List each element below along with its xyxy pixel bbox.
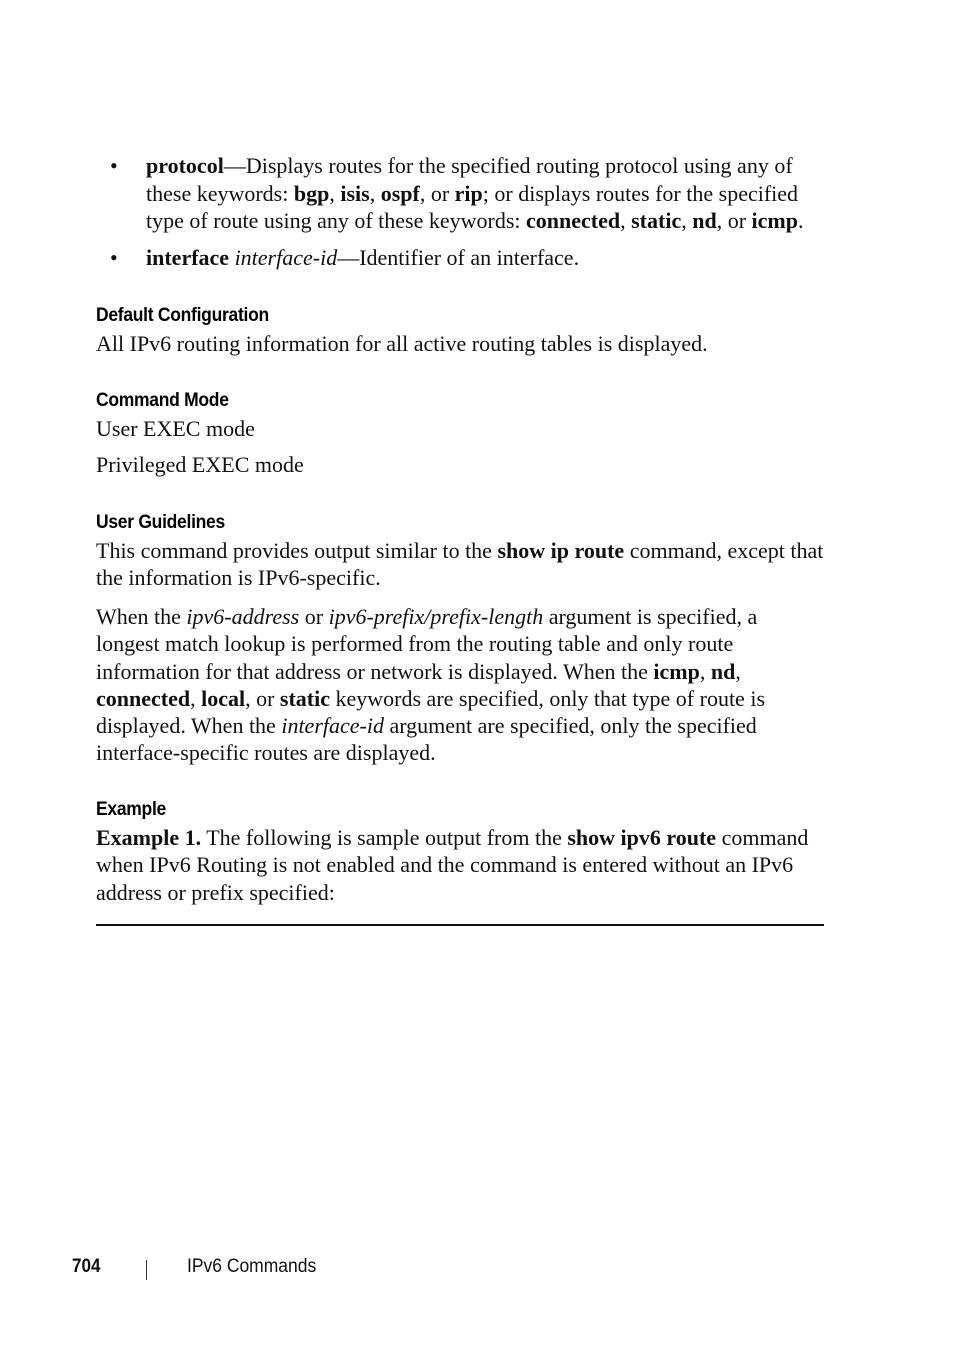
text: command when IPv6 Routing is not enabled and the command is entered without an IPv6 address or prefix specified: — [96, 825, 809, 905]
keyword: bgp — [293, 180, 330, 206]
section-heading-user-guidelines: User Guidelines — [96, 512, 225, 533]
horizontal-rule — [96, 924, 824, 926]
text: , — [369, 180, 381, 206]
text: , or — [245, 685, 280, 711]
text: —Displays routes for the specified routing protocol using any of these keywords: — [146, 153, 793, 206]
user-guidelines-paragraph — [96, 537, 826, 592]
text: The following is sample output from the — [201, 825, 568, 850]
text: , — [190, 685, 202, 711]
text: , — [699, 658, 711, 684]
argument: ipv6-prefix/prefix-length — [328, 604, 544, 629]
text: —Identifier of an interface. — [337, 244, 580, 270]
argument: interface-id — [234, 244, 338, 270]
footer-section-title: IPv6 Commands — [187, 1256, 317, 1277]
keyword: rip — [454, 180, 483, 206]
list-item-interface — [96, 244, 824, 272]
list-item-protocol — [96, 152, 824, 235]
section-heading-example: Example — [96, 799, 166, 820]
text: , — [681, 208, 693, 233]
keyword: interface — [146, 244, 230, 270]
text: keywords are specified, only that type of route is displayed. When the — [96, 685, 765, 739]
text: , — [620, 208, 632, 233]
command-mode-line: Privileged EXEC mode — [96, 452, 304, 477]
section-heading-command-mode: Command Mode — [96, 390, 229, 411]
keyword: nd — [692, 208, 717, 233]
parameter-list — [96, 152, 824, 280]
example-label: Example 1. — [96, 825, 202, 850]
bullet-marker: • — [110, 244, 118, 270]
keyword: icmp — [751, 208, 798, 233]
text: When the — [96, 604, 187, 629]
argument: interface-id — [281, 713, 384, 739]
user-guidelines-paragraph — [96, 603, 826, 767]
text: This command provides output similar to the — [96, 538, 498, 563]
keyword: ospf — [380, 180, 420, 206]
text: ; or displays routes for the specified type of route using any of these keywords: — [146, 180, 799, 233]
keyword: connected — [526, 208, 621, 233]
command-name: show ipv6 route — [567, 825, 717, 850]
text: , — [329, 180, 341, 206]
text: or — [299, 604, 329, 629]
text: . — [797, 208, 804, 233]
command-name: show ip route — [497, 538, 625, 563]
text: argument are specified, only the specified interface-specific routes are displayed. — [96, 713, 757, 766]
text: , or — [716, 208, 752, 233]
keyword: protocol — [146, 153, 224, 178]
page-number: 704 — [72, 1256, 101, 1277]
text: command, except that the information is IPv6-specific. — [96, 538, 824, 591]
keyword: static — [279, 685, 331, 711]
bullet-marker: • — [110, 153, 118, 178]
command-mode-line: User EXEC mode — [96, 416, 255, 441]
keyword: icmp — [653, 658, 700, 684]
keyword: connected — [96, 685, 191, 711]
default-configuration-text: All IPv6 routing information for all active routing tables is displayed. — [96, 331, 708, 356]
argument: ipv6-address — [186, 604, 300, 629]
footer-divider — [146, 1260, 147, 1280]
text: , — [735, 658, 741, 684]
keyword: nd — [710, 658, 736, 684]
keyword: static — [631, 208, 682, 233]
keyword: isis — [340, 180, 370, 206]
example-paragraph — [96, 824, 826, 906]
section-heading-default-configuration: Default Configuration — [96, 305, 269, 326]
keyword: local — [201, 685, 246, 711]
text: argument is specified, a longest match lookup is performed from the routing table and only route information for that address or network is displayed. When the — [96, 604, 758, 684]
text: , or — [419, 180, 455, 206]
